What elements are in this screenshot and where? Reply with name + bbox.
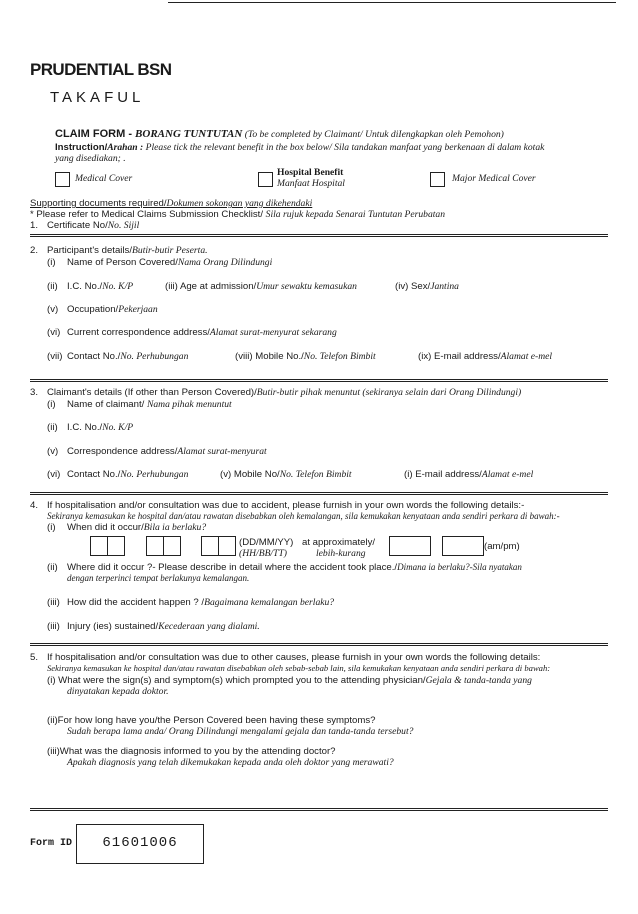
s4-iv-num: (iii) — [47, 621, 60, 632]
s3-ii-num: (ii) — [47, 422, 58, 433]
s2-occupation-label: Occupation/Pekerjaan — [67, 304, 158, 315]
s3-i-num: (i) — [47, 399, 56, 410]
s3-contact-label: Contact No./No. Perhubungan — [67, 469, 189, 480]
s5-iii-my: Apakah diagnosis yang telah dikemukakan kepada anda oleh doktor yang merawati? — [67, 757, 394, 768]
date-year-2[interactable] — [218, 536, 236, 556]
date-format: (DD/MM/YY) — [239, 537, 294, 548]
divider-5 — [30, 808, 608, 809]
s5-i: (i) What were the sign(s) and symptom(s) which prompted you to the attending physician/Gejala & tanda-tanda yang — [47, 675, 532, 686]
date-month-1[interactable] — [146, 536, 164, 556]
ampm-label: (am/pm) — [484, 541, 520, 552]
s2-contact-label: Contact No./No. Perhubungan — [67, 351, 189, 362]
date-month-2[interactable] — [163, 536, 181, 556]
s3-v-num: (v) — [47, 446, 59, 457]
s2-ic-label: I.C. No./No. K/P — [67, 281, 134, 292]
hospital-benefit-checkbox[interactable] — [258, 172, 273, 187]
s2-address-label: Current correspondence address/Alamat surat-menyurat sekarang — [67, 327, 337, 338]
instruction-line2: yang disediakan; . — [55, 153, 126, 164]
brand-logo: PRUDENTIAL BSN — [30, 60, 172, 79]
s4-i-num: (i) — [47, 522, 56, 533]
top-border — [168, 2, 616, 3]
medical-cover-checkbox[interactable] — [55, 172, 70, 187]
form-id-box — [76, 824, 204, 864]
s2-sex-label: (iv) Sex/Jantina — [395, 281, 459, 292]
divider-4b — [30, 645, 608, 646]
s3-vi-num: (vi) — [47, 469, 61, 480]
s1-num: 1. — [30, 220, 39, 231]
time-hour[interactable] — [389, 536, 431, 556]
s4-ii-num: (ii) — [47, 562, 58, 573]
form-id-value: 61601006 — [102, 835, 178, 851]
hospital-benefit-label-my: Manfaat Hospital — [277, 178, 345, 189]
s2-age-label: (iii) Age at admission/Umur sewaktu kemasukan — [165, 281, 357, 292]
s2-head: Participant's details/Butir-butir Peserta. — [47, 245, 208, 256]
s2-mobile-label: (viii) Mobile No./No. Telefon Bimbit — [235, 351, 376, 362]
divider-2 — [30, 379, 608, 380]
s3-mobile-label: (v) Mobile No/No. Telefon Bimbit — [220, 469, 352, 480]
s2-email-label: (ix) E-mail address/Alamat e-mel — [418, 351, 553, 362]
s5-ii-my: Sudah berapa lama anda/ Orang Dilindungi mengalami gejala dan tanda-tanda tersebut? — [67, 726, 414, 737]
date-day-2[interactable] — [107, 536, 125, 556]
s2-i-num: (i) — [47, 257, 56, 268]
approx-label-my: lebih-kurang — [316, 548, 366, 559]
s2-v-num: (v) — [47, 304, 59, 315]
s4-head: If hospitalisation and/or consultation was due to accident, please furnish in your own words the following details:- — [47, 500, 525, 511]
s3-address-label: Correspondence address/Alamat surat-menyurat — [67, 446, 267, 457]
brand-sub: TAKAFUL — [50, 89, 145, 106]
s5-iii: (iii)What was the diagnosis informed to you by the attending doctor? — [47, 746, 336, 757]
time-minute[interactable] — [442, 536, 484, 556]
s2-vi-num: (vi) — [47, 327, 61, 338]
divider-1 — [30, 234, 608, 235]
form-title: CLAIM FORM - BORANG TUNTUTAN (To be completed by Claimant/ Untuk diIengkapkan oleh Pemohon) — [55, 128, 504, 140]
s5-head-my: Sekiranya kemasukan ke hospital dan/atau rawatan disebabkan oleh sebab-sebab lain, sila kemukakan kenyataan anda sendiri perkara di bawah: — [47, 663, 551, 673]
major-medical-label: Major Medical Cover — [452, 173, 536, 184]
divider-4 — [30, 643, 608, 644]
instruction: Instruction/Arahan : Please tick the relevant benefit in the box below/ Sila tandakan manfaat yang berkenaan di dalam kotak — [55, 142, 545, 153]
s2-name-label: Name of Person Covered/Nama Orang Dilindungi — [67, 257, 273, 268]
s5-num: 5. — [30, 652, 39, 663]
s4-injury-label: Injury (ies) sustained/Kecederaan yang dialami. — [67, 621, 260, 632]
s3-num: 3. — [30, 387, 39, 398]
s4-head-my: Sekiranya kemasukan ke hospital dan/atau rawatan disebabkan oleh kemalangan, sila kemukakan kenyataan anda sendiri perkara di bawah:- — [47, 511, 560, 521]
date-format-my: (HH/BB/TT) — [239, 548, 287, 559]
certificate-no-label: Certificate No/No. Sijil — [47, 220, 140, 231]
divider-3b — [30, 494, 608, 495]
s3-head: Claimant's details (If other than Person Covered)/Butir-butir pihak menuntut (sekiranya selain dari Orang Dilindungi) — [47, 387, 522, 398]
form-id-label: Form ID — [30, 838, 73, 849]
s3-ic-label: I.C. No./No. K/P — [67, 422, 134, 433]
s5-i-my2: dinyatakan kepada doktor. — [67, 686, 169, 697]
supporting-head: Supporting documents required/Dokumen sokongan yang dikehendaki — [30, 198, 313, 209]
major-medical-checkbox[interactable] — [430, 172, 445, 187]
s2-num: 2. — [30, 245, 39, 256]
s4-where-my: dengan terperinci tempat berlakunya kemalangan. — [67, 573, 250, 583]
s2-ii-num: (ii) — [47, 281, 58, 292]
s2-vii-num: (vii) — [47, 351, 63, 362]
divider-5b — [30, 810, 608, 811]
date-year-1[interactable] — [201, 536, 219, 556]
s3-name-label: Name of claimant/ Nama pihak menuntut — [67, 399, 232, 410]
s4-how-label: How did the accident happen ? /Bagaimana kemalangan berlaku? — [67, 597, 335, 608]
medical-cover-label: Medical Cover — [75, 173, 133, 184]
divider-1b — [30, 236, 608, 237]
s4-num: 4. — [30, 500, 39, 511]
date-day-1[interactable] — [90, 536, 108, 556]
divider-2b — [30, 381, 608, 382]
hospital-benefit-label: Hospital Benefit — [277, 167, 344, 178]
s3-email-label: (i) E-mail address/Alamat e-mel — [404, 469, 534, 480]
approx-label: at approximately/ — [302, 537, 376, 548]
s5-head: If hospitalisation and/or consultation was due to other causes, please furnish in your own words the following details: — [47, 652, 541, 663]
divider-3 — [30, 492, 608, 493]
s4-when-label: When did it occur/Bila ia berlaku? — [67, 522, 207, 533]
s5-ii: (ii)For how long have you/the Person Covered been having these symptoms? — [47, 715, 376, 726]
s4-iii-num: (iii) — [47, 597, 60, 608]
supporting-note: * Please refer to Medical Claims Submission Checklist/ Sila rujuk kepada Senarai Tuntutan Perubatan — [30, 209, 446, 220]
s4-where-label: Where did it occur ?- Please describe in detail where the accident took place./Dimana ia berlaku?-Sila nyatakan — [67, 562, 522, 573]
